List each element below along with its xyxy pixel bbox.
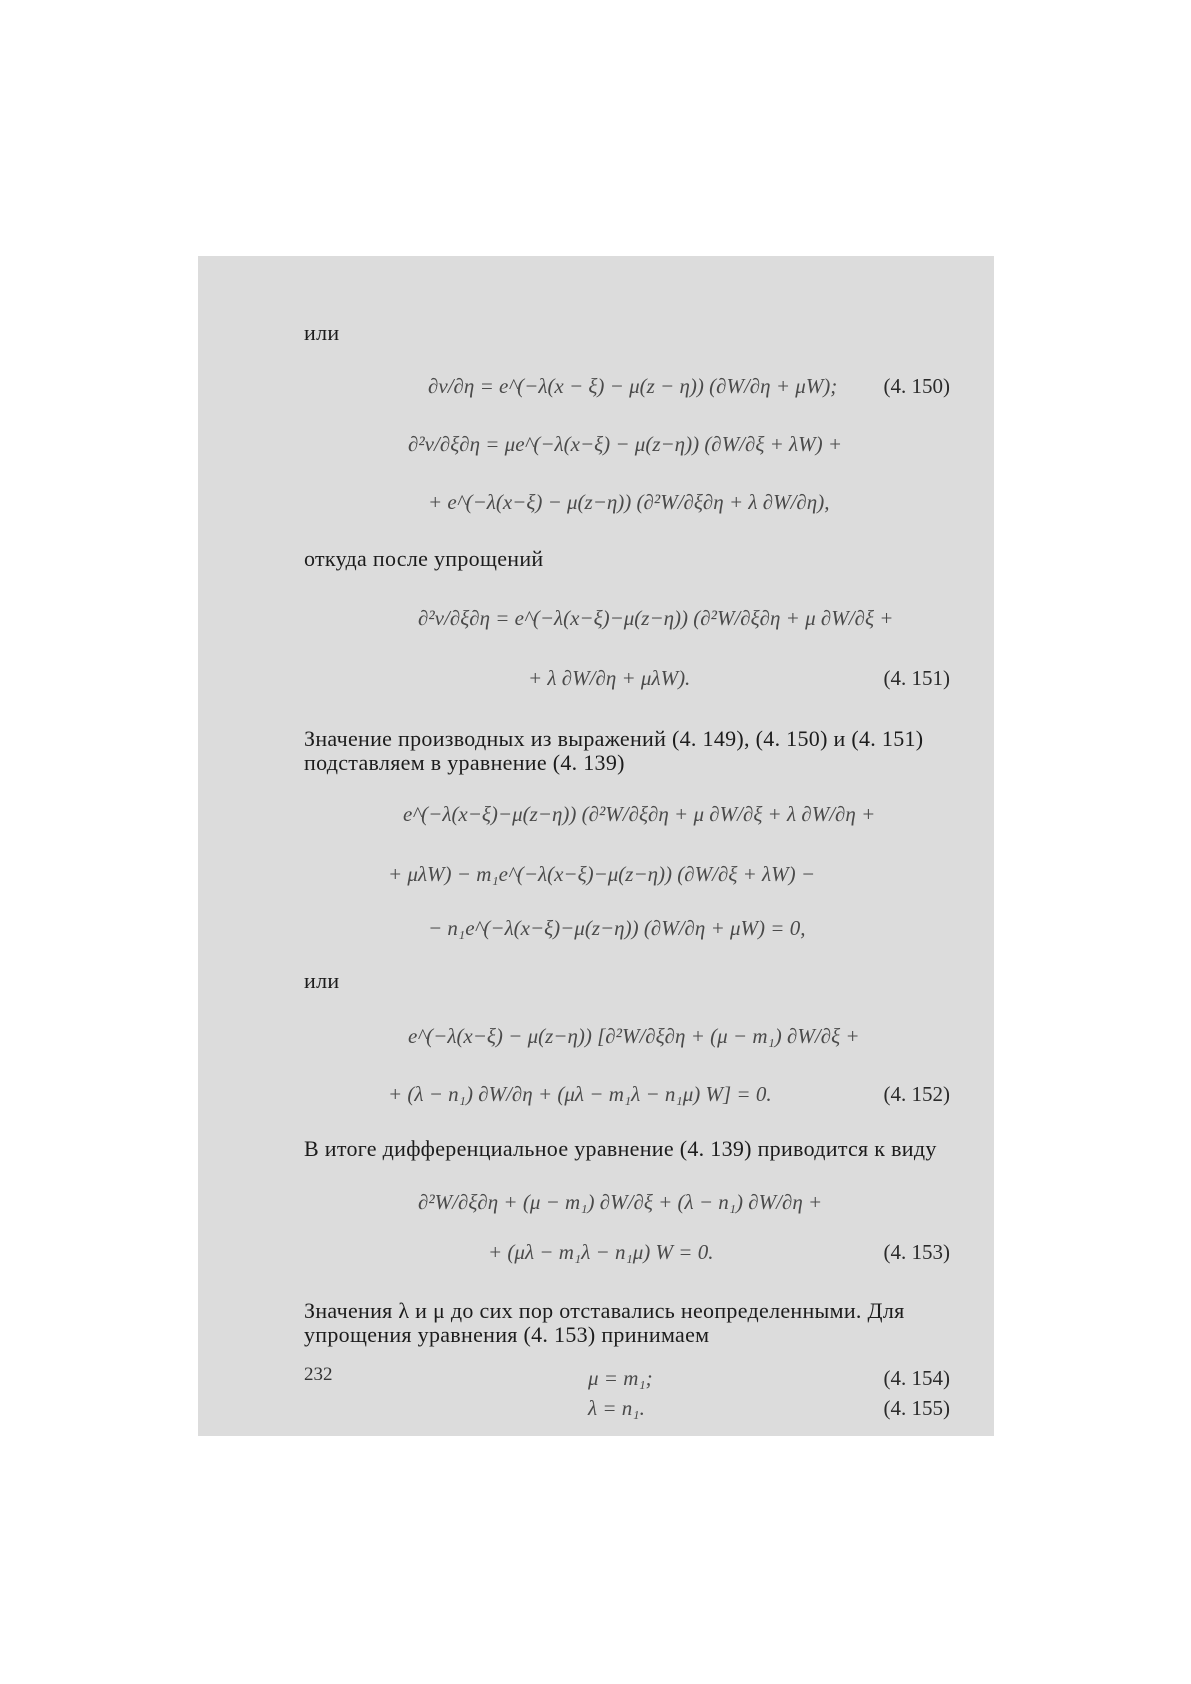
equation-number: (4. 150) [883,374,950,398]
equation-line: ∂v/∂η = e^(−λ(x − ξ) − μ(z − η)) (∂W/∂η + μW); [428,374,838,398]
text-line: или [304,968,340,993]
text-line: Значение производных из выражений (4. 149), (4. 150) и (4. 151) [304,726,924,751]
equation-line: μ = m₁; [588,1366,653,1390]
equation-line: + μλW) − m₁e^(−λ(x−ξ)−μ(z−η)) (∂W/∂ξ + λW) − [388,862,816,886]
equation-line: − n₁e^(−λ(x−ξ)−μ(z−η)) (∂W/∂η + μW) = 0, [428,916,806,940]
equation-number: (4. 154) [883,1366,950,1390]
equation-number: (4. 153) [883,1240,950,1264]
equation-line: ∂²v/∂ξ∂η = e^(−λ(x−ξ)−μ(z−η)) (∂²W/∂ξ∂η + μ ∂W/∂ξ + [418,606,894,630]
equation-line: + e^(−λ(x−ξ) − μ(z−η)) (∂²W/∂ξ∂η + λ ∂W/∂η), [428,490,830,514]
text-line: откуда после упрощений [304,546,544,571]
equation-line: ∂²v/∂ξ∂η = μe^(−λ(x−ξ) − μ(z−η)) (∂W/∂ξ + λW) + [408,432,843,456]
equation-line: + λ ∂W/∂η + μλW). [528,666,691,690]
equation-line: e^(−λ(x−ξ)−μ(z−η)) (∂²W/∂ξ∂η + μ ∂W/∂ξ + λ ∂W/∂η + [403,802,876,826]
text-line: подставляем в уравнение (4. 139) [304,750,625,775]
equation-line: e^(−λ(x−ξ) − μ(z−η)) [∂²W/∂ξ∂η + (μ − m₁) ∂W/∂ξ + [408,1024,860,1048]
equation-number: (4. 152) [883,1082,950,1106]
equation-number: (4. 155) [883,1396,950,1420]
text-line: Значения λ и μ до сих пор отставались неопределенными. Для [304,1298,905,1323]
page-number: 232 [304,1364,333,1385]
equation-line: + (μλ − m₁λ − n₁μ) W = 0. [488,1240,714,1264]
equation-line: + (λ − n₁) ∂W/∂η + (μλ − m₁λ − n₁μ) W] = 0. [388,1082,772,1106]
scanned-page [198,256,994,1436]
text-line: упрощения уравнения (4. 153) принимаем [304,1322,710,1347]
equation-line: ∂²W/∂ξ∂η + (μ − m₁) ∂W/∂ξ + (λ − n₁) ∂W/∂η + [418,1190,823,1214]
text-line: или [304,320,340,345]
equation-line: λ = n₁. [588,1396,645,1420]
equation-number: (4. 151) [883,666,950,690]
text-line: В итоге дифференциальное уравнение (4. 139) приводится к виду [304,1136,937,1161]
